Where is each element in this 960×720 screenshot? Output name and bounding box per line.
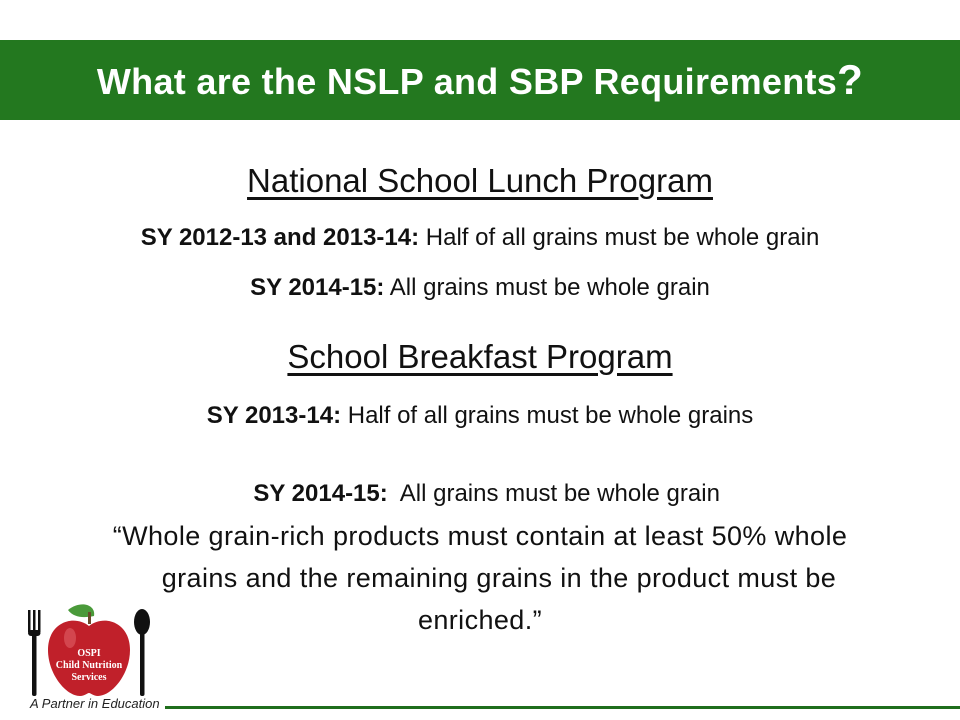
nslp-line-1-label: SY 2012-13 and 2013-14: — [140, 224, 420, 251]
quote-line-1: “Whole grain-rich products must contain at least 50% whole — [112, 521, 848, 551]
slide-title-text: What are the NSLP and SBP Requirements — [96, 61, 838, 102]
title-bar — [0, 40, 960, 120]
nslp-line-2-label: SY 2014-15: — [250, 274, 385, 301]
logo-text-child-nutrition: Child Nutrition — [55, 660, 123, 671]
logo-tagline: A Partner in Education — [30, 696, 160, 711]
sbp-line-1-label: SY 2013-14: — [206, 402, 342, 429]
footer-divider — [165, 706, 960, 709]
sbp-line-1-text: Half of all grains must be whole grains — [341, 402, 754, 429]
logo-text-services: Services — [71, 672, 107, 683]
sbp-line-2-label: SY 2014-15: — [253, 480, 388, 507]
slide-title-question-mark: ? — [837, 56, 864, 103]
nslp-line-1 — [0, 224, 960, 252]
fork-icon — [28, 610, 41, 696]
nslp-line-2 — [0, 274, 960, 302]
quote-line-2: grains and the remaining grains in the product must be — [161, 563, 837, 593]
slide-title — [0, 40, 960, 120]
sbp-line-2-text: All grains must be whole grain — [387, 480, 720, 507]
sbp-line-1 — [0, 402, 960, 430]
nslp-line-2-text: All grains must be whole grain — [384, 274, 710, 301]
logo-text-ospi: OSPI — [77, 648, 101, 659]
nslp-line-1-text: Half of all grains must be whole grain — [419, 224, 820, 251]
sbp-heading: School Breakfast Program — [287, 338, 673, 375]
sbp-line-2 — [0, 452, 960, 508]
quote-line-3: enriched.” — [417, 605, 543, 635]
nslp-heading: National School Lunch Program — [247, 162, 713, 199]
spoon-icon — [134, 609, 150, 696]
